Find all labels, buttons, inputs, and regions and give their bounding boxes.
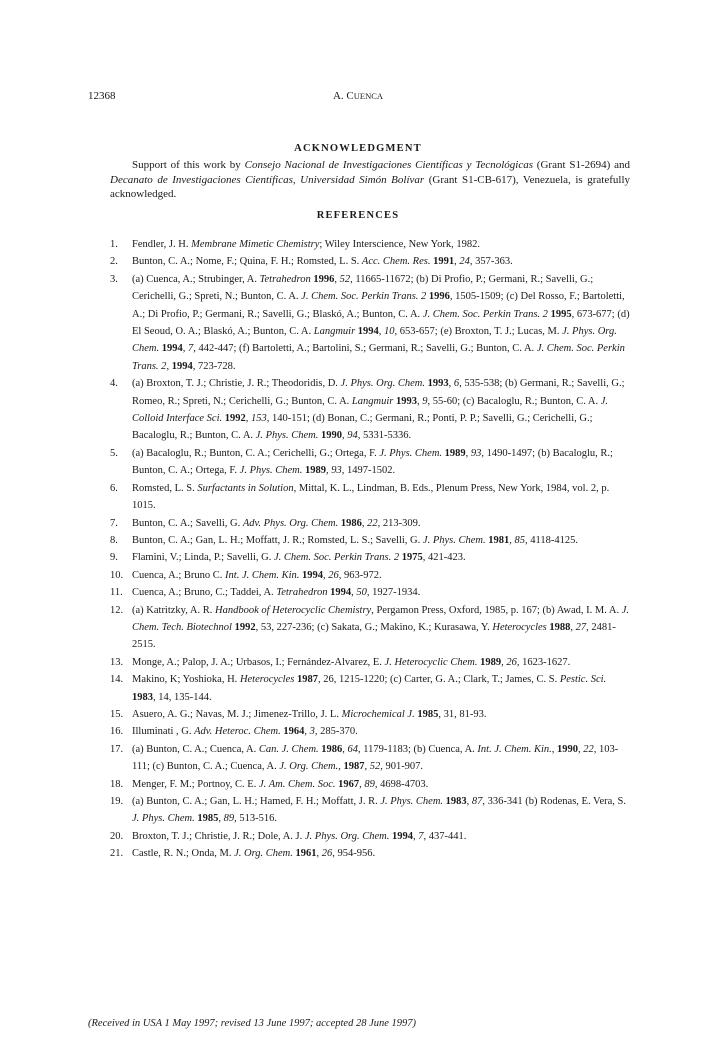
reference-item	[110, 845, 632, 862]
reference-text: Monge, A.; Palop, J. A.; Urbasos, I.; Fernández-Alvarez, E. J. Heterocyclic Chem. 1989, 26, 1623-1627.	[132, 656, 571, 668]
reference-item	[110, 602, 632, 654]
reference-text: (a) Cuenca, A.; Strubinger, A. Tetrahedron 1996, 52, 11665-11672; (b) Di Profio, P.; Germani, R.; Savelli, G.; Cerichelli, G.; Spreti, N.; Bunton, C. A. J. Chem. Soc. Perkin Trans. 2 1996, 1505-1509; (c) Del Rosso, F.; Bartoletti, A.; Di Profio, P.; Germani, R.; Savelli, G.; Blaskó, A.; Bunton, C. A. J. Chem. Soc. Perkin Trans. 2 1995, 673-677; (d) El Seoud, O. A.; Blaskó, A.; Bunton, C. A. Langmuir 1994, 10, 653-657; (e) Broxton, T. J.; Lucas, M. J. Phys. Org. Chem. 1994, 7, 442-447; (f) Bartoletti, A.; Bartolini, S.; Germani, R.; Savelli, G.; Bunton, C. A. J. Chem. Soc. Perkin Trans. 2, 1994, 723-728.	[132, 273, 630, 372]
reference-number: 8.	[110, 534, 118, 546]
page-header	[88, 90, 628, 106]
reference-item	[110, 271, 632, 375]
reference-text: Asuero, A. G.; Navas, M. J.; Jimenez-Trillo, J. L. Microchemical J. 1985, 31, 81-93.	[132, 708, 487, 720]
reference-text: Fendler, J. H. Membrane Mimetic Chemistry; Wiley Interscience, New York, 1982.	[132, 239, 481, 250]
reference-item	[110, 706, 632, 723]
funder-name: Consejo Nacional de Investigaciones Científicas y Tecnológicas	[244, 159, 533, 171]
reference-item	[110, 654, 632, 671]
reference-number: 19.	[110, 796, 124, 807]
reference-number: 15.	[110, 708, 124, 720]
reference-text: Broxton, T. J.; Christie, J. R.; Dole, A. J. J. Phys. Org. Chem. 1994, 7, 437-441.	[132, 830, 467, 842]
acknowledgment-paragraph: Support of this work by Consejo Nacional de Investigaciones Científicas y Tecnológicas (Grant S1-2694) and Decanato de Investigaciones Científicas, Universidad Simón Bolívar (Grant S1-CB-617), Venezuela, is gratefully acknowledged.	[110, 159, 630, 200]
reference-number: 2.	[110, 256, 118, 268]
reference-item	[110, 515, 632, 532]
acknowledgment-heading: ACKNOWLEDGMENT	[294, 143, 422, 154]
reference-text: Cuenca, A.; Bruno C. Int. J. Chem. Kin. 1994, 26, 963-972.	[132, 569, 382, 581]
reference-number: 10.	[110, 569, 124, 581]
reference-item	[110, 375, 632, 445]
reference-text: Cuenca, A.; Bruno, C.; Taddei, A. Tetrahedron 1994, 50, 1927-1934.	[132, 587, 421, 599]
running-head-author: A. CUENCA	[332, 90, 384, 102]
reference-number: 14.	[110, 674, 124, 686]
funder-name: Decanato de Investigaciones Científicas, Universidad Simón Bolívar	[110, 173, 425, 186]
reference-number: 11.	[110, 587, 123, 599]
reference-text: Menger, F. M.; Portnoy, C. E. J. Am. Chem. Soc. 1967, 89, 4698-4703.	[132, 778, 429, 790]
reference-text: (a) Bacaloglu, R.; Bunton, C. A.; Cerichelli, G.; Ortega, F. J. Phys. Chem. 1989, 93, 1490-1497; (b) Bacaloglu, R.; Bunton, C. A.; Ortega, F. J. Phys. Chem. 1989, 93, 1497-1502.	[132, 447, 613, 477]
reference-item	[110, 445, 632, 480]
reference-item	[110, 236, 632, 253]
reference-number: 13.	[110, 656, 124, 668]
references-heading: REFERENCES	[316, 210, 400, 221]
reference-text: Bunton, C. A.; Savelli, G. Adv. Phys. Org. Chem. 1986, 22, 213-309.	[132, 517, 421, 529]
reference-item	[110, 584, 632, 601]
reference-number: 17.	[110, 743, 124, 755]
reference-text: Illuminati , G. Adv. Heteroc. Chem. 1964, 3, 285-370.	[132, 726, 358, 738]
reference-number: 9.	[110, 552, 118, 564]
reference-text: (a) Katritzky, A. R. Handbook of Heterocyclic Chemistry, Pergamon Press, Oxford, 1985, p. 167; (b) Awad, I. M. A. J. Chem. Tech. Biotechnol 1992, 53, 227-236; (c) Sakata, G.; Makino, K.; Kurasawa, Y. Heterocycles 1988, 27, 2481-2515.	[132, 604, 630, 651]
reference-number: 7.	[110, 517, 118, 529]
reference-text: Castle, R. N.; Onda, M. J. Org. Chem. 1961, 26, 954-956.	[132, 848, 376, 860]
reference-text: (a) Bunton, C. A.; Cuenca, A. Can. J. Chem. 1986, 64, 1179-1183; (b) Cuenca, A. Int. J. Chem. Kin., 1990, 22, 103-111; (c) Bunton, C. A.; Cuenca, A. J. Org. Chem., 1987, 52, 901-907.	[132, 743, 619, 773]
reference-number: 4.	[110, 378, 118, 390]
reference-text: Flamini, V.; Linda, P.; Savelli, G. J. Chem. Soc. Perkin Trans. 2 1975, 421-423.	[132, 552, 466, 564]
reference-item	[110, 828, 632, 845]
reference-text: (a) Broxton, T. J.; Christie, J. R.; Theodoridis, D. J. Phys. Org. Chem. 1993, 6, 535-538; (b) Germani, R.; Savelli, G.; Romeo, R.; Spreti, N.; Cerichelli, G.; Bunton, C. A. Langmuir 1993, 9, 55-60; (c) Bacaloglu, R.; Bunton, C. A. J. Colloid Interface Sci. 1992, 153, 140-151; (d) Bonan, C.; Germani, R.; Ponti, P. P.; Savelli, G.; Cerichelli, G.; Bacaloglu, R.; Bunton, C. A. J. Phys. Chem. 1990, 94, 5331-5336.	[132, 378, 625, 442]
page-number: 12368	[88, 90, 116, 102]
reference-number: 1.	[110, 239, 118, 250]
received-dates-note: (Received in USA 1 May 1997; revised 13 June 1997; accepted 28 June 1997)	[88, 1018, 417, 1029]
reference-number: 18.	[110, 778, 124, 790]
reference-item	[110, 253, 632, 270]
reference-item	[110, 723, 632, 740]
reference-number: 21.	[110, 848, 124, 860]
reference-text: Romsted, L. S. Surfactants in Solution, Mittal, K. L., Lindman, B. Eds., Plenum Press, New York, 1984, vol. 2, p. 1015.	[132, 482, 610, 512]
reference-number: 3.	[110, 273, 118, 285]
reference-number: 16.	[110, 726, 124, 738]
reference-number: 12.	[110, 604, 124, 616]
reference-list	[110, 236, 632, 863]
reference-item	[110, 480, 632, 515]
reference-item	[110, 741, 632, 776]
reference-item	[110, 567, 632, 584]
reference-number: 20.	[110, 830, 124, 842]
reference-item	[110, 549, 632, 566]
reference-text: Makino, K; Yoshioka, H. Heterocycles 1987, 26, 1215-1220; (c) Carter, G. A.; Clark, T.; James, C. S. Pestic. Sci. 1983, 14, 135-144.	[132, 674, 607, 703]
reference-item	[110, 793, 632, 828]
reference-item	[110, 532, 632, 549]
reference-text: Bunton, C. A.; Gan, L. H.; Moffatt, J. R.; Romsted, L. S.; Savelli, G. J. Phys. Chem. 1981, 85, 4118-4125.	[132, 534, 578, 546]
reference-number: 5.	[110, 447, 118, 459]
reference-item	[110, 671, 632, 706]
reference-text: Bunton, C. A.; Nome, F.; Quina, F. H.; Romsted, L. S. Acc. Chem. Res. 1991, 24, 357-363.	[132, 256, 513, 268]
reference-item	[110, 776, 632, 793]
reference-number: 6.	[110, 482, 118, 494]
reference-text: (a) Bunton, C. A.; Gan, L. H.; Hamed, F. H.; Moffatt, J. R. J. Phys. Chem. 1983, 87, 336-341 (b) Rodenas, E. Vera, S. J. Phys. Chem. 1985, 89, 513-516.	[132, 796, 626, 825]
